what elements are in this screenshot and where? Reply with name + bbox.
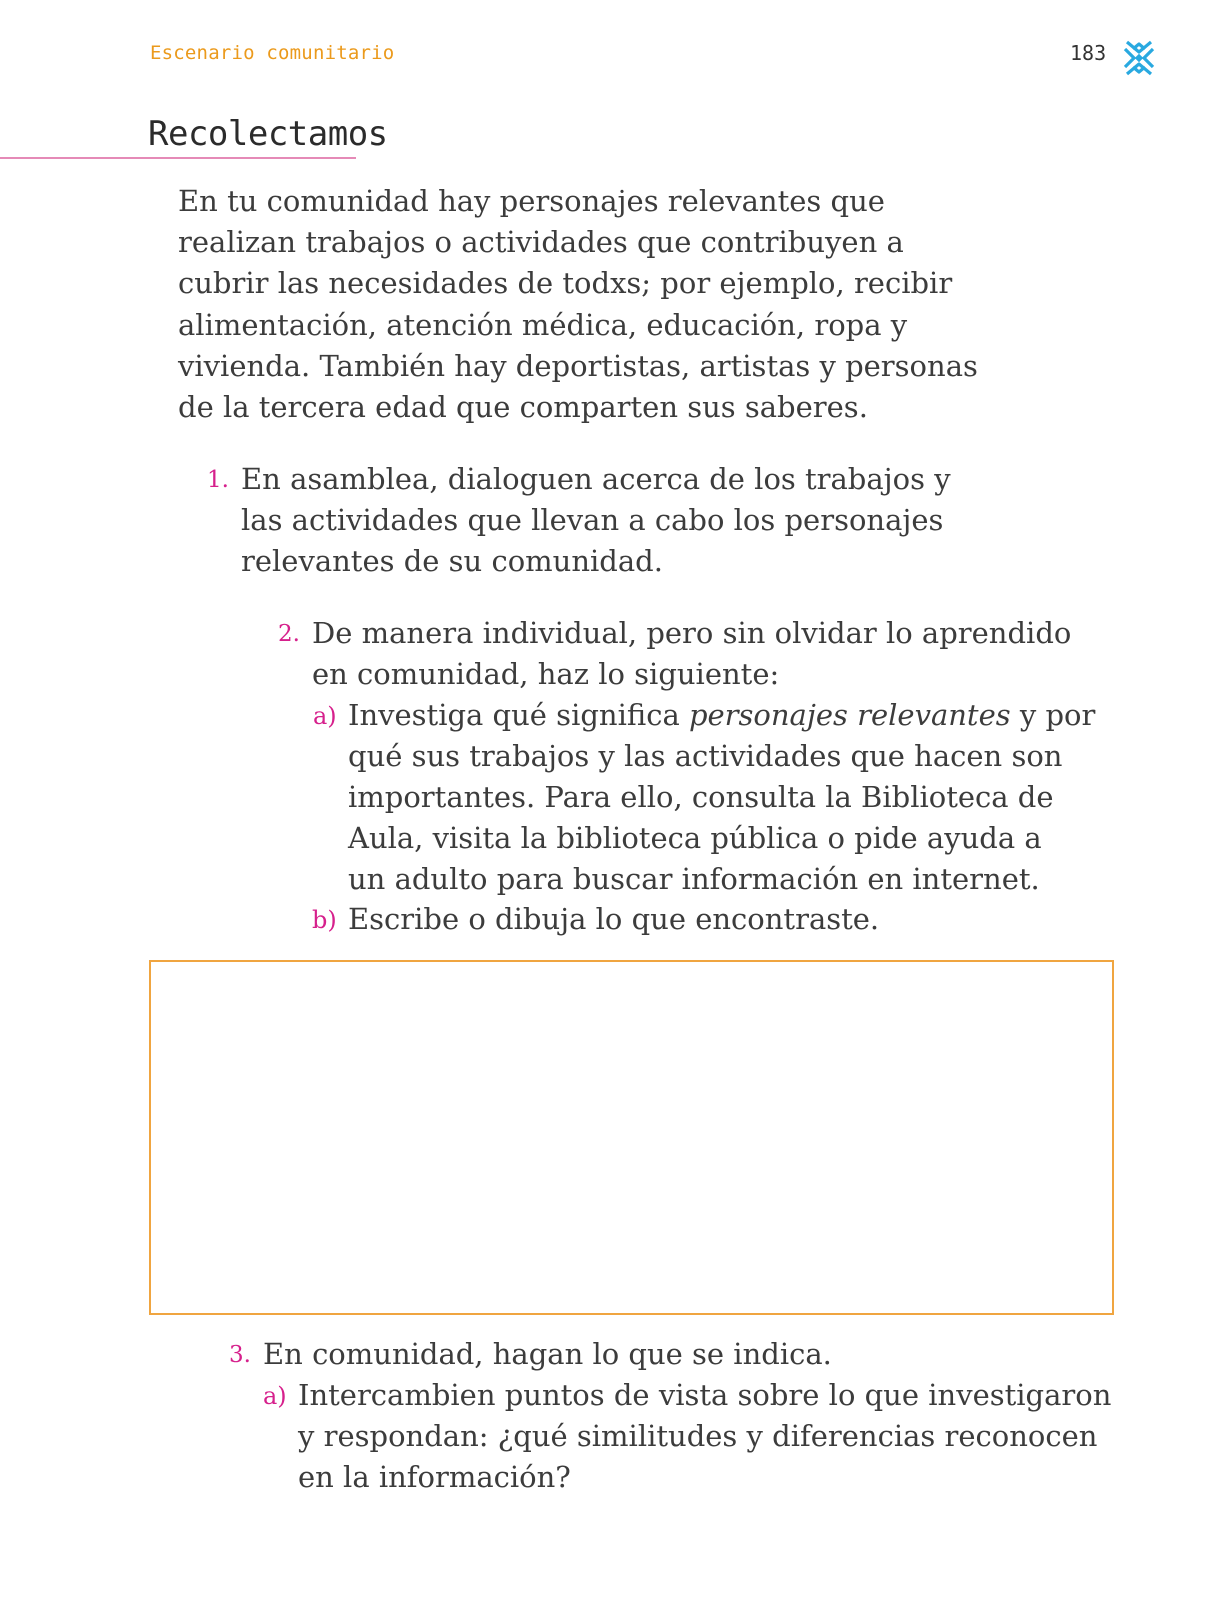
title-underline <box>0 157 356 159</box>
activity-3a-line: en la información? <box>298 1460 571 1494</box>
activity-2a-line: un adulto para buscar información en internet. <box>348 862 1040 896</box>
answer-box[interactable] <box>149 960 1114 1315</box>
activity-2a-italic-term: personajes relevantes <box>688 698 1011 732</box>
activity-3-line: En comunidad, hagan lo que se indica. <box>263 1337 832 1371</box>
activity-2-line: De manera individual, pero sin olvidar lo aprendido <box>312 616 1072 650</box>
intro-paragraph <box>178 181 1018 428</box>
activity-2a-line: importantes. Para ello, consulta la Biblioteca de <box>348 780 1054 814</box>
activity-2a-text: Investiga qué significa <box>348 698 689 732</box>
activity-3 <box>229 1334 832 1375</box>
intro-line: de la tercera edad que comparten sus saberes. <box>178 390 868 425</box>
activity-2-line: en comunidad, haz lo siguiente: <box>312 657 780 691</box>
activity-1-line: relevantes de su comunidad. <box>241 544 663 578</box>
activity-2a-line <box>348 695 1095 736</box>
section-label: Escenario comunitario <box>150 42 395 64</box>
intro-line: vivienda. También hay deportistas, artistas y personas <box>178 348 978 383</box>
activity-2-number: 2. <box>278 621 300 647</box>
activity-1-number: 1. <box>207 467 229 493</box>
activity-2a-line: Aula, visita la biblioteca pública o pide ayuda a <box>348 821 1042 855</box>
activity-2a-line: qué sus trabajos y las actividades que hacen son <box>348 739 1063 773</box>
activity-1-line: las actividades que llevan a cabo los personajes <box>241 503 944 537</box>
activity-3-number: 3. <box>229 1342 251 1368</box>
activity-1-line: En asamblea, dialoguen acerca de los trabajos y <box>241 462 951 496</box>
activity-1 <box>207 459 951 582</box>
intro-line: alimentación, atención médica, educación, ropa y <box>178 307 908 342</box>
activity-2 <box>278 613 1072 695</box>
book-logo-icon <box>1122 38 1156 78</box>
activity-3a-letter: a) <box>263 1382 287 1410</box>
activity-3a-line: Intercambien puntos de vista sobre lo que investigaron <box>298 1378 1112 1412</box>
activity-3a-line: y respondan: ¿qué similitudes y diferencias reconocen <box>298 1419 1098 1453</box>
activity-2a-letter: a) <box>313 702 337 730</box>
activity-3-sub-a <box>263 1375 1112 1498</box>
activity-2b-letter: b) <box>312 906 337 934</box>
page-number: 183 <box>1070 41 1107 65</box>
activity-2-sub-a <box>313 695 1096 900</box>
intro-line: cubrir las necesidades de todxs; por ejemplo, recibir <box>178 266 953 301</box>
activity-2b-line: Escribe o dibuja lo que encontraste. <box>348 902 880 936</box>
section-title: Recolectamos <box>148 114 388 154</box>
intro-line: realizan trabajos o actividades que contribuyen a <box>178 225 904 260</box>
activity-2-sub-b <box>312 899 880 940</box>
intro-line: En tu comunidad hay personajes relevantes que <box>178 184 885 218</box>
activity-2a-text: y por <box>1010 698 1096 732</box>
